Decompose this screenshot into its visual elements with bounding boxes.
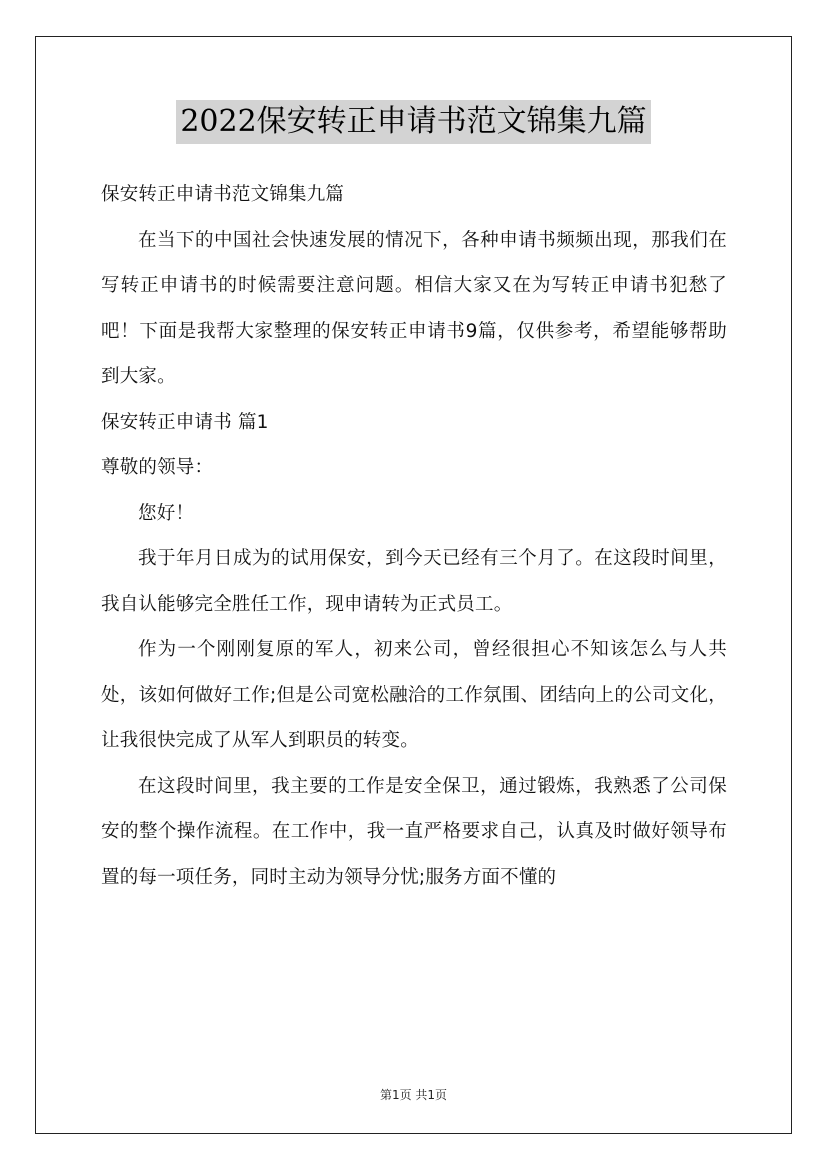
page-footer: 第1页 共1页 xyxy=(379,1088,448,1102)
intro-paragraph: 在当下的中国社会快速发展的情况下，各种申请书频频出现，那我们在写转正申请书的时候需要注意问题。相信大家又在为写转正申请书犯愁了吧！下面是我帮大家整理的保安转正申请书9篇，仅供参考，希望能够帮助到大家。 xyxy=(101,229,727,387)
salutation: 尊敬的领导： xyxy=(101,457,214,478)
document-title: 2022保安转正申请书范文锦集九篇 xyxy=(176,100,650,144)
body-paragraph: 作为一个刚刚复原的军人，初来公司，曾经很担心不知该怎么与人共处，该如何做好工作;但是公司宽松融洽的工作氛围、团结向上的公司文化，让我很快完成了从军人到职员的转变。 xyxy=(101,639,727,751)
body-paragraph: 我于年月日成为的试用保安，到今天已经有三个月了。在这段时间里，我自认能够完全胜任工作，现申请转为正式员工。 xyxy=(101,548,727,615)
title-container xyxy=(0,100,827,144)
greeting: 您好！ xyxy=(138,502,195,524)
subtitle-paragraph: 保安转正申请书范文锦集九篇 xyxy=(101,184,345,205)
section-heading: 保安转正申请书 篇1 xyxy=(101,411,269,433)
document-body xyxy=(101,172,727,900)
body-paragraph: 在这段时间里，我主要的工作是安全保卫，通过锻炼，我熟悉了公司保安的整个操作流程。在工作中，我一直严格要求自己，认真及时做好领导布置的每一项任务，同时主动为领导分忧;服务方面不懂的 xyxy=(101,775,727,888)
